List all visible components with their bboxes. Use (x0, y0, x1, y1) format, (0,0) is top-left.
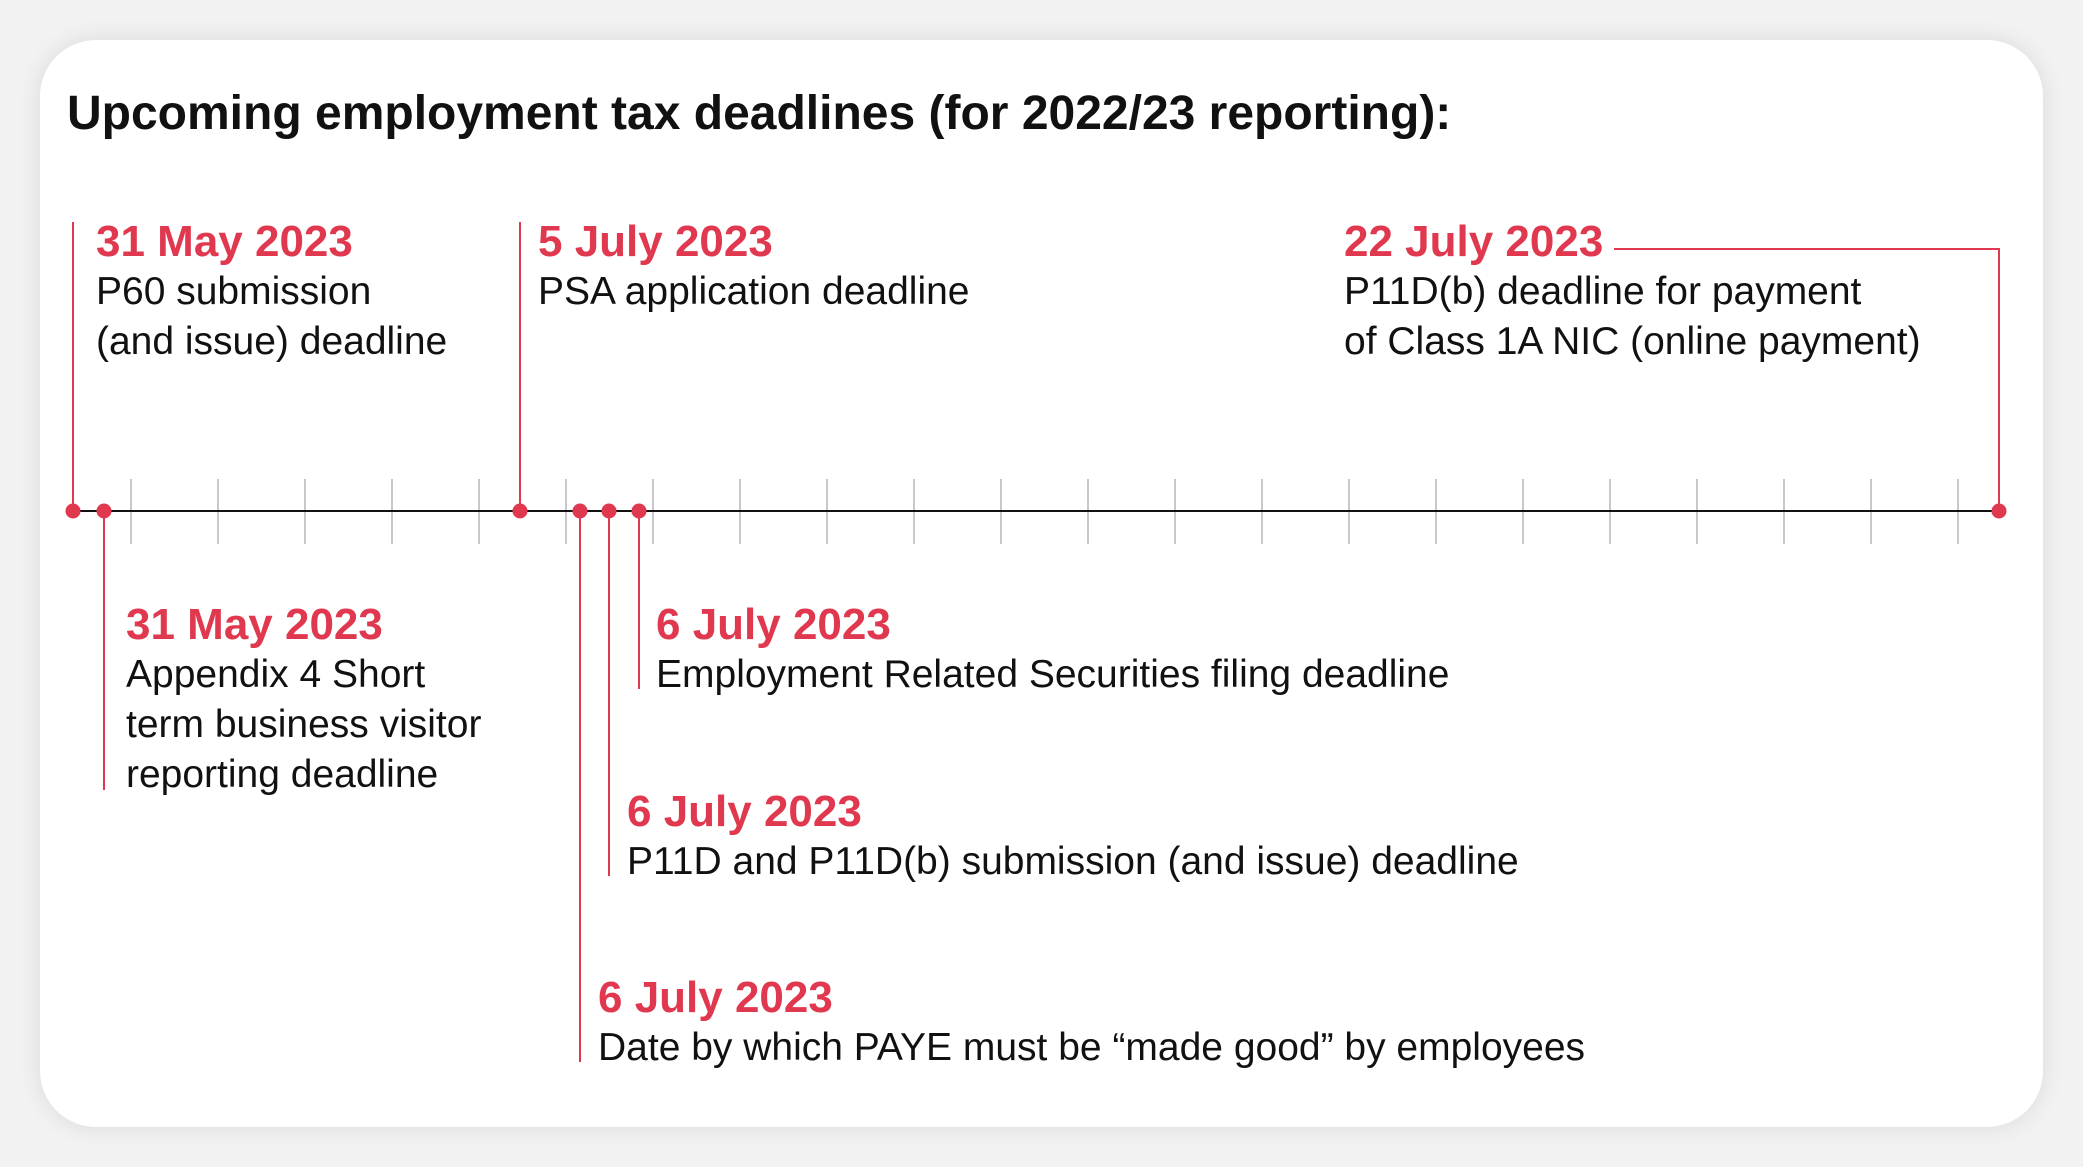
event-description-line: term business visitor (126, 703, 482, 746)
marker-ers (632, 504, 647, 519)
event-date: 5 July 2023 (538, 217, 773, 266)
event-label-psa (538, 217, 970, 317)
page-title: Upcoming employment tax deadlines (for 2022/23 reporting): (67, 87, 1452, 140)
event-date: 22 July 2023 (1344, 217, 1604, 266)
event-date: 6 July 2023 (598, 973, 833, 1022)
event-date: 6 July 2023 (627, 787, 862, 836)
marker-p11d (602, 504, 617, 519)
event-description-line: of Class 1A NIC (online payment) (1344, 320, 1921, 363)
event-description-line: P11D(b) deadline for payment (1344, 270, 1862, 313)
marker-appendix4 (97, 504, 112, 519)
marker-paye (573, 504, 588, 519)
event-description-line: PSA application deadline (538, 270, 970, 313)
event-label-paye (598, 973, 1585, 1073)
marker-class1a (1992, 504, 2007, 519)
event-label-ers (656, 600, 1449, 700)
event-date: 31 May 2023 (126, 600, 383, 649)
event-description-line: reporting deadline (126, 753, 439, 796)
event-label-p11d (627, 787, 1519, 887)
event-date: 31 May 2023 (96, 217, 353, 266)
event-label-class1a (1344, 217, 1921, 367)
event-date: 6 July 2023 (656, 600, 891, 649)
event-description-line: P11D and P11D(b) submission (and issue) deadline (627, 840, 1519, 883)
event-label-appendix4 (126, 600, 481, 800)
marker-psa (513, 504, 528, 519)
event-description-line: Date by which PAYE must be “made good” by employees (598, 1026, 1586, 1069)
marker-p60 (66, 504, 81, 519)
event-description-line: Appendix 4 Short (126, 653, 426, 696)
event-description-line: (and issue) deadline (96, 320, 448, 363)
event-description-line: Employment Related Securities filing deadline (656, 653, 1450, 696)
event-label-p60 (96, 217, 447, 367)
event-description-line: P60 submission (96, 270, 372, 313)
